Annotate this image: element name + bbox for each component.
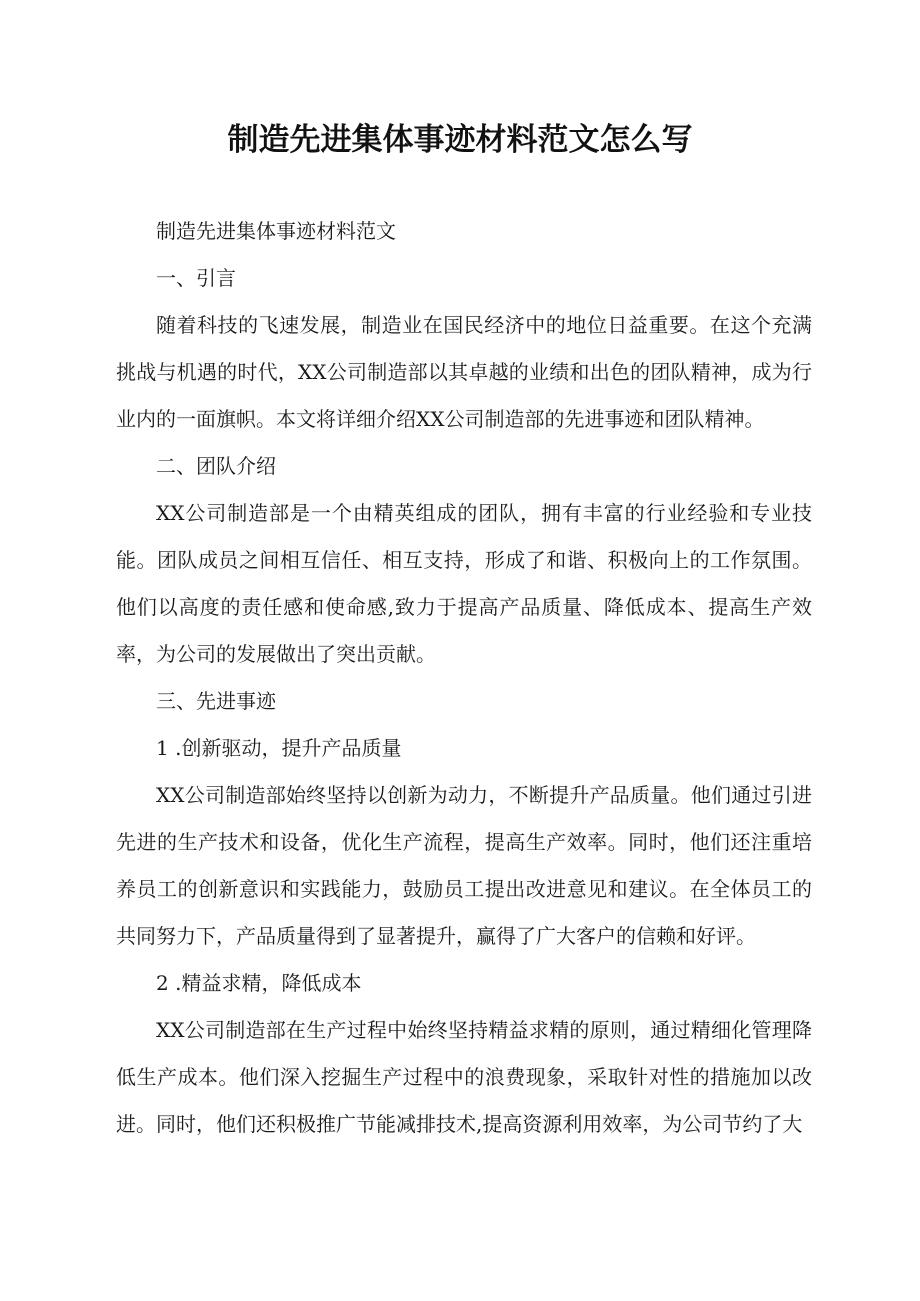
subheading-cost-reduction: 2 .精益求精，降低成本 xyxy=(156,971,362,995)
document-body xyxy=(116,208,812,1148)
paragraph-innovation: XX公司制造部始终坚持以创新为动力，不断提升产品质量。他们通过引进先进的生产技术和设备，优化生产流程，提高生产效率。同时，他们还注重培养员工的创新意识和实践能力，鼓励员工提出改进意见和建议。在全体员工的共同努力下，产品质量得到了显著提升，赢得了广大客户的信赖和好评。 xyxy=(116,783,812,948)
document-title: 制造先进集体事迹材料范文怎么写 xyxy=(227,122,693,158)
heading-introduction: 一、引言 xyxy=(156,266,236,290)
paragraph-cost-reduction: XX公司制造部在生产过程中始终坚持精益求精的原则，通过精细化管理降低生产成本。他们深入挖掘生产过程中的浪费现象，采取针对性的措施加以改进。同时，他们还积极推广节能减排技术,提高资源利用效率，为公司节约了大 xyxy=(116,1018,812,1136)
paragraph-introduction: 随着科技的飞速发展，制造业在国民经济中的地位日益重要。在这个充满挑战与机遇的时代，XX公司制造部以其卓越的业绩和出色的团队精神，成为行业内的一面旗帜。本文将详细介绍XX公司制造部的先进事迹和团队精神。 xyxy=(116,313,812,431)
paragraph-subtitle: 制造先进集体事迹材料范文 xyxy=(156,219,396,243)
heading-team-introduction: 二、团队介绍 xyxy=(156,454,276,478)
subheading-innovation: 1 .创新驱动，提升产品质量 xyxy=(156,736,402,760)
heading-advanced-deeds: 三、先进事迹 xyxy=(156,689,276,713)
paragraph-team-introduction: XX公司制造部是一个由精英组成的团队，拥有丰富的行业经验和专业技能。团队成员之间相互信任、相互支持，形成了和谐、积极向上的工作氛围。他们以高度的责任感和使命感,致力于提高产品质量、降低成本、提高生产效率，为公司的发展做出了突出贡献。 xyxy=(116,501,812,666)
